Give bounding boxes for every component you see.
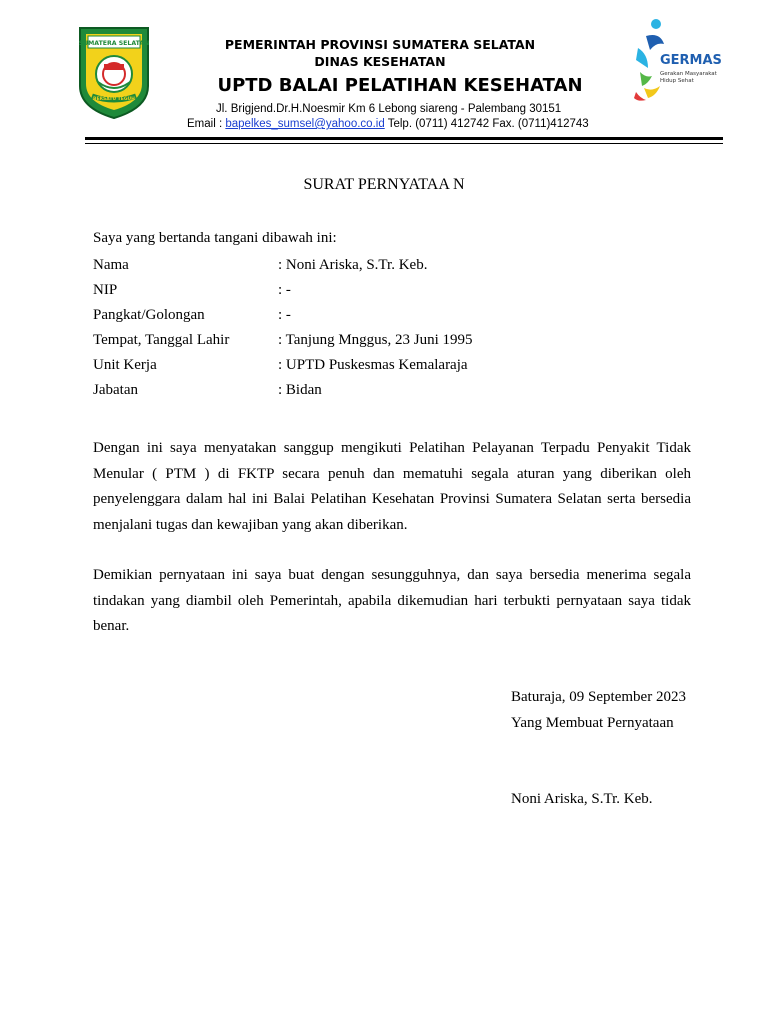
field-value: : Noni Ariska, S.Tr. Keb. — [278, 257, 428, 273]
statement-paragraph: Dengan ini saya menyatakan sanggup mengikuti Pelatihan Pelayanan Terpadu Penyakit Tidak Menular ( PTM ) di FKTP secara penuh dan mematuhi segala aturan yang diberikan oleh penyelenggara dalam hal ini Balai Pelatihan Kesehatan Provinsi Sumatera Selatan serta bersedia menjalani tugas dan kewajiban yang akan diberikan. — [93, 440, 691, 533]
field-value: : - — [278, 307, 291, 323]
letterhead-rule-thick — [85, 137, 723, 140]
field-value: : Bidan — [278, 382, 322, 398]
letterhead-rule-thin — [85, 143, 723, 144]
email-label: Email : — [187, 118, 223, 130]
email-link[interactable]: bapelkes_sumsel@yahoo.co.id — [225, 118, 385, 130]
field-value: : UPTD Puskesmas Kemalaraja — [278, 357, 468, 373]
field-label: Jabatan — [93, 382, 138, 398]
closing-paragraph: Demikian pernyataan ini saya buat dengan sesungguhnya, dan saya bersedia menerima segala tindakan yang diambil oleh Pemerintah, apabila dikemudian hari terbukti pernyataan saya tidak benar. — [93, 567, 691, 634]
signature-place-date: Baturaja, 09 September 2023 — [511, 689, 686, 705]
field-label: Unit Kerja — [93, 357, 157, 373]
letterhead-line-institution: UPTD BALAI PELATIHAN KESEHATAN — [217, 75, 583, 96]
signature-name: Noni Ariska, S.Tr. Keb. — [511, 791, 653, 807]
sumsel-emblem-logo — [74, 24, 154, 120]
svg-text:BERSATU TEGUH: BERSATU TEGUH — [93, 97, 135, 102]
intro-text: Saya yang bertanda tangani dibawah ini: — [93, 230, 337, 246]
document-title: SURAT PERNYATAA N — [303, 176, 465, 193]
svg-text:Hidup Sehat: Hidup Sehat — [660, 78, 694, 84]
field-label: Tempat, Tanggal Lahir — [93, 332, 230, 348]
letterhead-contact — [187, 118, 589, 130]
field-value: : - — [278, 282, 291, 298]
letterhead-line-department: DINAS KESEHATAN — [314, 54, 446, 69]
svg-text:GERMAS: GERMAS — [660, 53, 722, 68]
field-label: Nama — [93, 257, 129, 273]
field-label: Pangkat/Golongan — [93, 307, 205, 323]
phone-fax: Telp. (0711) 412742 Fax. (0711)412743 — [387, 118, 589, 130]
field-value: : Tanjung Mnggus, 23 Juni 1995 — [278, 332, 473, 348]
svg-text:SUMATERA SELATAN: SUMATERA SELATAN — [78, 40, 150, 47]
field-label: NIP — [93, 282, 118, 298]
germas-logo — [630, 14, 730, 104]
svg-text:Gerakan Masyarakat: Gerakan Masyarakat — [660, 71, 717, 77]
letterhead-address: Jl. Brigjend.Dr.H.Noesmir Km 6 Lebong siareng - Palembang 30151 — [216, 103, 562, 115]
letterhead-line-province: PEMERINTAH PROVINSI SUMATERA SELATAN — [224, 37, 536, 52]
signature-role: Yang Membuat Pernyataan — [511, 715, 674, 731]
